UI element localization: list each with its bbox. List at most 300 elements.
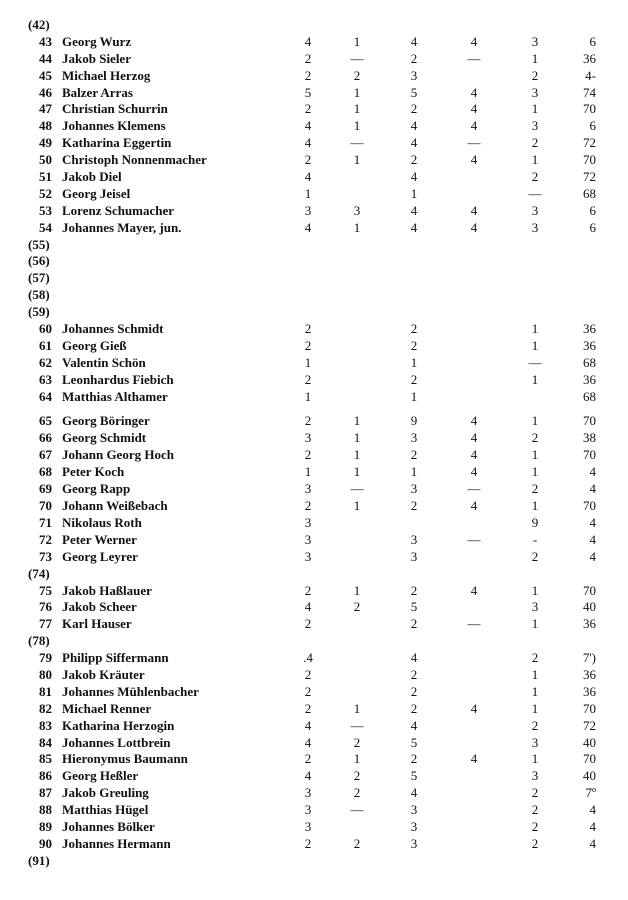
value-col-6: 7') bbox=[582, 650, 596, 666]
value-col-5: 3 bbox=[531, 734, 539, 750]
entry-number: 54 bbox=[39, 219, 52, 235]
value-col-1: 1 bbox=[304, 185, 312, 201]
person-name: Georg Heßler bbox=[62, 768, 139, 784]
placeholder-row bbox=[0, 304, 628, 321]
value-col-6: 7º bbox=[585, 785, 596, 801]
value-col-2: 1 bbox=[353, 152, 361, 168]
value-col-6: 36 bbox=[583, 683, 596, 699]
value-col-3: 2 bbox=[410, 371, 418, 387]
value-col-6: 72 bbox=[583, 717, 596, 733]
table-row bbox=[0, 118, 628, 135]
value-col-2: 2 bbox=[353, 785, 361, 801]
entry-number-placeholder: (59) bbox=[28, 304, 50, 320]
value-col-6: 6 bbox=[589, 33, 596, 49]
table-row bbox=[0, 447, 628, 464]
value-col-1: 2 bbox=[304, 447, 312, 463]
value-col-1: 3 bbox=[304, 481, 312, 497]
entry-number-placeholder: (91) bbox=[28, 852, 50, 868]
table-row bbox=[0, 498, 628, 515]
value-col-4: 4 bbox=[470, 118, 478, 134]
value-col-5: 2 bbox=[531, 548, 539, 564]
table-row bbox=[0, 481, 628, 498]
value-col-5: 2 bbox=[531, 650, 539, 666]
table-row bbox=[0, 751, 628, 768]
value-col-2: 3 bbox=[353, 202, 361, 218]
value-col-5: 1 bbox=[531, 337, 539, 353]
entry-number: 88 bbox=[39, 802, 52, 818]
value-col-6: 68 bbox=[583, 185, 596, 201]
value-col-3: 5 bbox=[410, 768, 418, 784]
person-name: Katharina Eggertin bbox=[62, 135, 172, 151]
value-col-6: 4 bbox=[589, 464, 596, 480]
person-name: Georg Rapp bbox=[62, 481, 131, 497]
value-col-1: 5 bbox=[304, 84, 312, 100]
person-name: Matthias Althamer bbox=[62, 388, 168, 404]
value-col-5: 1 bbox=[531, 683, 539, 699]
value-col-1: 2 bbox=[304, 152, 312, 168]
value-col-3: 2 bbox=[410, 101, 418, 117]
entry-number: 49 bbox=[39, 135, 52, 151]
value-col-1: 4 bbox=[304, 33, 312, 49]
person-name: Jakob Diel bbox=[62, 169, 122, 185]
value-col-2: 1 bbox=[353, 413, 361, 429]
entry-number: 51 bbox=[39, 169, 52, 185]
value-col-3: 2 bbox=[410, 50, 418, 66]
person-name: Christoph Nonnenmacher bbox=[62, 152, 207, 168]
value-col-6: 72 bbox=[583, 169, 596, 185]
value-col-3: 3 bbox=[410, 835, 418, 851]
value-col-6: 70 bbox=[583, 498, 596, 514]
value-col-5: 1 bbox=[531, 101, 539, 117]
value-col-1: 3 bbox=[304, 818, 312, 834]
value-col-2: 2 bbox=[353, 768, 361, 784]
value-col-3: 5 bbox=[410, 599, 418, 615]
person-name: Johannes Mühlenbacher bbox=[62, 683, 199, 699]
value-col-3: 4 bbox=[410, 202, 418, 218]
person-name: Christian Schurrin bbox=[62, 101, 168, 117]
value-col-5: 1 bbox=[531, 498, 539, 514]
value-col-4: 4 bbox=[470, 413, 478, 429]
value-col-4: 4 bbox=[470, 219, 478, 235]
entry-number: 86 bbox=[39, 768, 52, 784]
value-col-1: 3 bbox=[304, 430, 312, 446]
person-name: Georg Jeisel bbox=[62, 185, 131, 201]
entry-number: 46 bbox=[39, 84, 52, 100]
value-col-3: 4 bbox=[410, 219, 418, 235]
value-col-4: 4 bbox=[470, 582, 478, 598]
value-col-4: — bbox=[467, 616, 481, 632]
value-col-6: 72 bbox=[583, 135, 596, 151]
value-col-2: 1 bbox=[353, 33, 361, 49]
entry-number: 61 bbox=[39, 337, 52, 353]
value-col-2: 1 bbox=[353, 101, 361, 117]
table-row bbox=[0, 101, 628, 118]
placeholder-row bbox=[0, 270, 628, 287]
value-col-1: 4 bbox=[304, 169, 312, 185]
value-col-5: 1 bbox=[531, 464, 539, 480]
value-col-2: — bbox=[350, 50, 364, 66]
entry-number: 89 bbox=[39, 818, 52, 834]
value-col-4: — bbox=[467, 531, 481, 547]
value-col-1: 3 bbox=[304, 514, 312, 530]
value-col-6: 70 bbox=[583, 751, 596, 767]
entry-number: 77 bbox=[39, 616, 52, 632]
entry-number: 70 bbox=[39, 498, 52, 514]
value-col-5: 2 bbox=[531, 481, 539, 497]
value-col-5: 2 bbox=[531, 835, 539, 851]
entry-number-placeholder: (58) bbox=[28, 287, 50, 303]
value-col-1: 2 bbox=[304, 683, 312, 699]
value-col-3: 3 bbox=[410, 802, 418, 818]
entry-number: 69 bbox=[39, 481, 52, 497]
value-col-3: 1 bbox=[410, 388, 418, 404]
person-name: Johannes Lottbrein bbox=[62, 734, 171, 750]
value-col-3: 2 bbox=[410, 666, 418, 682]
person-name: Michael Herzog bbox=[62, 67, 151, 83]
value-col-1: 4 bbox=[304, 118, 312, 134]
table-row bbox=[0, 464, 628, 481]
value-col-5: 1 bbox=[531, 321, 539, 337]
table-row bbox=[0, 152, 628, 169]
value-col-3: 4 bbox=[410, 785, 418, 801]
value-col-2: — bbox=[350, 802, 364, 818]
value-col-1: 4 bbox=[304, 734, 312, 750]
value-col-3: 4 bbox=[410, 169, 418, 185]
entry-number: 90 bbox=[39, 835, 52, 851]
entry-number: 81 bbox=[39, 683, 52, 699]
value-col-5: 2 bbox=[531, 430, 539, 446]
table-row bbox=[0, 785, 628, 802]
value-col-5: 3 bbox=[531, 599, 539, 615]
value-col-1: 3 bbox=[304, 202, 312, 218]
entry-number-placeholder: (78) bbox=[28, 633, 50, 649]
entry-number: 76 bbox=[39, 599, 52, 615]
value-col-5: 2 bbox=[531, 802, 539, 818]
placeholder-row bbox=[0, 853, 628, 870]
value-col-1: 1 bbox=[304, 354, 312, 370]
value-col-5: 1 bbox=[531, 447, 539, 463]
value-col-5: 1 bbox=[531, 666, 539, 682]
value-col-1: 3 bbox=[304, 548, 312, 564]
person-name: Johannes Klemens bbox=[62, 118, 166, 134]
person-name: Hieronymus Baumann bbox=[62, 751, 188, 767]
entry-number: 73 bbox=[39, 548, 52, 564]
value-col-5: 2 bbox=[531, 169, 539, 185]
table-row bbox=[0, 802, 628, 819]
value-col-5: 3 bbox=[531, 202, 539, 218]
person-name: Matthias Hügel bbox=[62, 802, 149, 818]
table-row bbox=[0, 836, 628, 853]
table-row bbox=[0, 34, 628, 51]
entry-number-placeholder: (42) bbox=[28, 17, 50, 32]
value-col-4: 4 bbox=[470, 152, 478, 168]
entry-number: 79 bbox=[39, 650, 52, 666]
value-col-6: 4 bbox=[589, 802, 596, 818]
value-col-5: 2 bbox=[531, 785, 539, 801]
entry-number: 64 bbox=[39, 388, 52, 404]
value-col-5: 2 bbox=[531, 135, 539, 151]
value-col-6: 4 bbox=[589, 835, 596, 851]
person-name: Johannes Hermann bbox=[62, 835, 171, 851]
person-name: Georg Leyrer bbox=[62, 548, 138, 564]
value-col-1: .4 bbox=[303, 650, 313, 666]
value-col-4: — bbox=[467, 481, 481, 497]
value-col-6: 68 bbox=[583, 388, 596, 404]
table-row bbox=[0, 355, 628, 372]
table-row bbox=[0, 389, 628, 406]
entry-number: 82 bbox=[39, 700, 52, 716]
entry-number: 50 bbox=[39, 152, 52, 168]
value-col-6: 4 bbox=[589, 818, 596, 834]
value-col-3: 2 bbox=[410, 152, 418, 168]
value-col-1: 2 bbox=[304, 616, 312, 632]
value-col-1: 2 bbox=[304, 582, 312, 598]
value-col-4: — bbox=[467, 135, 481, 151]
value-col-6: 36 bbox=[583, 371, 596, 387]
table-row bbox=[0, 616, 628, 633]
placeholder-row bbox=[0, 17, 628, 34]
table-row bbox=[0, 650, 628, 667]
value-col-3: 5 bbox=[410, 84, 418, 100]
value-col-6: 6 bbox=[589, 202, 596, 218]
value-col-6: 4- bbox=[585, 67, 596, 83]
value-col-6: 40 bbox=[583, 734, 596, 750]
value-col-3: 3 bbox=[410, 548, 418, 564]
value-col-2: 2 bbox=[353, 599, 361, 615]
value-col-6: 4 bbox=[589, 531, 596, 547]
table-row bbox=[0, 735, 628, 752]
value-col-6: 4 bbox=[589, 548, 596, 564]
table-row bbox=[0, 819, 628, 836]
value-col-4: 4 bbox=[470, 498, 478, 514]
entry-number: 60 bbox=[39, 321, 52, 337]
entry-number: 83 bbox=[39, 717, 52, 733]
table-row bbox=[0, 684, 628, 701]
value-col-5: 1 bbox=[531, 152, 539, 168]
person-name: Jakob Haßlauer bbox=[62, 582, 152, 598]
person-name: Jakob Kräuter bbox=[62, 666, 145, 682]
value-col-6: 40 bbox=[583, 599, 596, 615]
value-col-5: 2 bbox=[531, 67, 539, 83]
table-row bbox=[0, 583, 628, 600]
entry-number-placeholder: (56) bbox=[28, 253, 50, 269]
person-name: Georg Wurz bbox=[62, 33, 132, 49]
table-row bbox=[0, 430, 628, 447]
table-row bbox=[0, 203, 628, 220]
value-col-5: 1 bbox=[531, 582, 539, 598]
value-col-6: 74 bbox=[583, 84, 596, 100]
entry-number: 44 bbox=[39, 50, 52, 66]
value-col-1: 4 bbox=[304, 768, 312, 784]
value-col-6: 36 bbox=[583, 666, 596, 682]
person-name: Peter Koch bbox=[62, 464, 125, 480]
value-col-2: 1 bbox=[353, 498, 361, 514]
value-col-6: 68 bbox=[583, 354, 596, 370]
placeholder-row bbox=[0, 566, 628, 583]
value-col-1: 1 bbox=[304, 388, 312, 404]
value-col-2: 1 bbox=[353, 447, 361, 463]
entry-number: 72 bbox=[39, 531, 52, 547]
value-col-3: 1 bbox=[410, 354, 418, 370]
value-col-3: 2 bbox=[410, 582, 418, 598]
value-col-4: 4 bbox=[470, 202, 478, 218]
person-name: Katharina Herzogin bbox=[62, 717, 175, 733]
value-col-6: 40 bbox=[583, 768, 596, 784]
value-col-5: 1 bbox=[531, 616, 539, 632]
value-col-6: 70 bbox=[583, 700, 596, 716]
value-col-3: 4 bbox=[410, 135, 418, 151]
person-name: Johann Georg Hoch bbox=[62, 447, 174, 463]
value-col-3: 4 bbox=[410, 33, 418, 49]
value-col-1: 3 bbox=[304, 802, 312, 818]
entry-number: 68 bbox=[39, 464, 52, 480]
person-name: Georg Gieß bbox=[62, 337, 127, 353]
table-row bbox=[0, 549, 628, 566]
value-col-6: 70 bbox=[583, 101, 596, 117]
table-row bbox=[0, 51, 628, 68]
value-col-6: 4 bbox=[589, 481, 596, 497]
value-col-1: 2 bbox=[304, 700, 312, 716]
entry-number: 87 bbox=[39, 785, 52, 801]
value-col-3: 2 bbox=[410, 683, 418, 699]
value-col-5: 1 bbox=[531, 50, 539, 66]
person-name: Lorenz Schumacher bbox=[62, 202, 175, 218]
value-col-5: 9 bbox=[531, 514, 539, 530]
value-col-6: 36 bbox=[583, 337, 596, 353]
value-col-3: 4 bbox=[410, 650, 418, 666]
value-col-1: 3 bbox=[304, 785, 312, 801]
entry-number-placeholder: (57) bbox=[28, 270, 50, 286]
value-col-1: 4 bbox=[304, 717, 312, 733]
table-row bbox=[0, 321, 628, 338]
table-row bbox=[0, 372, 628, 389]
value-col-2: 1 bbox=[353, 118, 361, 134]
placeholder-row bbox=[0, 633, 628, 650]
person-name: Balzer Arras bbox=[62, 84, 133, 100]
value-col-6: 4 bbox=[589, 514, 596, 530]
entry-number-placeholder: (74) bbox=[28, 565, 50, 581]
table-row bbox=[0, 169, 628, 186]
value-col-3: 3 bbox=[410, 67, 418, 83]
value-col-3: 2 bbox=[410, 321, 418, 337]
value-col-2: — bbox=[350, 135, 364, 151]
value-col-3: 3 bbox=[410, 531, 418, 547]
value-col-2: 2 bbox=[353, 835, 361, 851]
value-col-6: 70 bbox=[583, 447, 596, 463]
person-name: Philipp Siffermann bbox=[62, 650, 169, 666]
value-col-6: 38 bbox=[583, 430, 596, 446]
value-col-1: 2 bbox=[304, 321, 312, 337]
value-col-6: 36 bbox=[583, 50, 596, 66]
person-name: Jakob Greuling bbox=[62, 785, 149, 801]
value-col-3: 2 bbox=[410, 751, 418, 767]
entry-number: 63 bbox=[39, 371, 52, 387]
value-col-3: 4 bbox=[410, 717, 418, 733]
value-col-6: 6 bbox=[589, 118, 596, 134]
value-col-5: 3 bbox=[531, 768, 539, 784]
entry-number: 45 bbox=[39, 67, 52, 83]
value-col-5: - bbox=[532, 531, 538, 547]
person-name: Jakob Sieler bbox=[62, 50, 131, 66]
entry-number: 75 bbox=[39, 582, 52, 598]
value-col-4: 4 bbox=[470, 751, 478, 767]
value-col-6: 36 bbox=[583, 321, 596, 337]
table-row bbox=[0, 338, 628, 355]
value-col-4: 4 bbox=[470, 430, 478, 446]
entry-number-placeholder: (55) bbox=[28, 236, 50, 252]
entry-number: 48 bbox=[39, 118, 52, 134]
entry-number: 80 bbox=[39, 666, 52, 682]
person-name: Johannes Mayer, jun. bbox=[62, 219, 182, 235]
value-col-1: 2 bbox=[304, 371, 312, 387]
value-col-3: 3 bbox=[410, 818, 418, 834]
value-col-4: 4 bbox=[470, 700, 478, 716]
value-col-2: 1 bbox=[353, 464, 361, 480]
entry-number: 66 bbox=[39, 430, 52, 446]
person-name: Valentin Schön bbox=[62, 354, 146, 370]
value-col-2: — bbox=[350, 717, 364, 733]
entry-number: 84 bbox=[39, 734, 52, 750]
value-col-6: 70 bbox=[583, 413, 596, 429]
value-col-1: 2 bbox=[304, 101, 312, 117]
value-col-3: 2 bbox=[410, 337, 418, 353]
value-col-5: 3 bbox=[531, 33, 539, 49]
placeholder-row bbox=[0, 253, 628, 270]
value-col-6: 6 bbox=[589, 219, 596, 235]
table-row bbox=[0, 186, 628, 203]
value-col-1: 2 bbox=[304, 835, 312, 851]
table-row bbox=[0, 135, 628, 152]
value-col-5: 3 bbox=[531, 219, 539, 235]
value-col-2: 1 bbox=[353, 430, 361, 446]
value-col-2: 2 bbox=[353, 734, 361, 750]
value-col-2: 2 bbox=[353, 67, 361, 83]
value-col-3: 2 bbox=[410, 498, 418, 514]
value-col-2: 1 bbox=[353, 84, 361, 100]
table-row bbox=[0, 85, 628, 102]
table-row bbox=[0, 599, 628, 616]
value-col-1: 1 bbox=[304, 464, 312, 480]
value-col-5: 1 bbox=[531, 371, 539, 387]
person-name: Georg Böringer bbox=[62, 413, 150, 429]
value-col-5: 3 bbox=[531, 118, 539, 134]
person-name: Michael Renner bbox=[62, 700, 152, 716]
entry-number: 62 bbox=[39, 354, 52, 370]
person-name: Jakob Scheer bbox=[62, 599, 137, 615]
value-col-1: 4 bbox=[304, 599, 312, 615]
value-col-5: 1 bbox=[531, 700, 539, 716]
value-col-4: 4 bbox=[470, 84, 478, 100]
entry-number: 65 bbox=[39, 413, 52, 429]
value-col-3: 2 bbox=[410, 616, 418, 632]
value-col-3: 3 bbox=[410, 481, 418, 497]
value-col-4: 4 bbox=[470, 33, 478, 49]
value-col-5: 1 bbox=[531, 413, 539, 429]
value-col-5: 1 bbox=[531, 751, 539, 767]
entry-number: 47 bbox=[39, 101, 52, 117]
table-row bbox=[0, 768, 628, 785]
table-row bbox=[0, 515, 628, 532]
value-col-3: 5 bbox=[410, 734, 418, 750]
placeholder-row bbox=[0, 287, 628, 304]
register-table bbox=[0, 17, 628, 870]
entry-number: 43 bbox=[39, 33, 52, 49]
value-col-2: 1 bbox=[353, 751, 361, 767]
entry-number: 67 bbox=[39, 447, 52, 463]
value-col-1: 3 bbox=[304, 531, 312, 547]
table-row bbox=[0, 532, 628, 549]
person-name: Leonhardus Fiebich bbox=[62, 371, 174, 387]
